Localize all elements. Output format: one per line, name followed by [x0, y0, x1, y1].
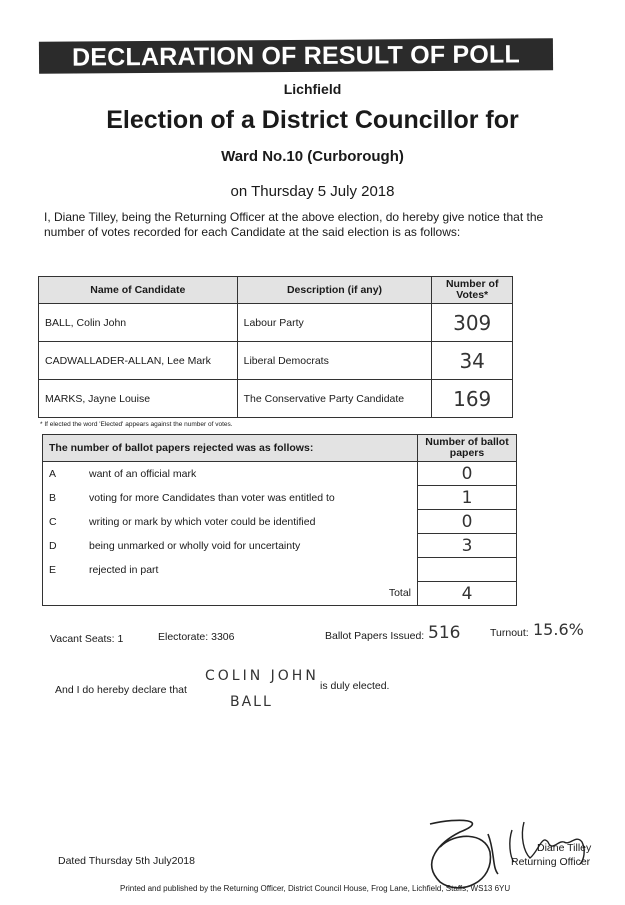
candidate-description: Liberal Democrats [237, 342, 432, 380]
row-reason: rejected in part [89, 558, 418, 582]
intro-paragraph: I, Diane Tilley, being the Returning Officer at the above election, do hereby give notice that the number of votes recorded for each Candidate at the said election is as follows: [44, 210, 544, 239]
candidate-votes: 169 [432, 380, 513, 418]
document-banner: DECLARATION OF RESULT OF POLL [39, 38, 553, 74]
table-row [43, 462, 517, 486]
table-row [43, 534, 517, 558]
electorate: Electorate: 3306 [158, 631, 235, 643]
declaration-prefix: And I do hereby declare that [55, 684, 187, 696]
elected-name-line1: COLIN JOHN [205, 668, 319, 684]
row-reason: want of an official mark [89, 462, 418, 486]
row-count: 1 [418, 486, 517, 510]
dated-line: Dated Thursday 5th July2018 [58, 855, 195, 867]
ballot-papers-value: 516 [428, 623, 461, 643]
candidates-table [38, 276, 513, 418]
rejected-header: The number of ballot papers rejected was as follows: [43, 435, 418, 462]
row-count [418, 558, 517, 582]
column-header: Name of Candidate [39, 277, 238, 304]
election-title: Election of a District Councillor for [106, 106, 519, 134]
row-count: 3 [418, 534, 517, 558]
table-header-row [43, 435, 517, 462]
candidate-name: CADWALLADER-ALLAN, Lee Mark [39, 342, 238, 380]
row-letter: B [43, 486, 90, 510]
row-letter: D [43, 534, 90, 558]
total-count: 4 [418, 582, 517, 606]
total-label: Total [43, 582, 418, 606]
candidate-votes: 34 [432, 342, 513, 380]
ward-name: Ward No.10 (Curborough) [221, 148, 404, 165]
signatory-name: Diane Tilley [537, 842, 592, 854]
candidate-description: Labour Party [237, 304, 432, 342]
row-reason: writing or mark by which voter could be identified [89, 510, 418, 534]
declaration-suffix: is duly elected. [320, 680, 390, 692]
turnout-value: 15.6% [533, 620, 584, 639]
candidate-votes: 309 [432, 304, 513, 342]
candidate-name: MARKS, Jayne Louise [39, 380, 238, 418]
table-header-row [39, 277, 513, 304]
table-row [43, 558, 517, 582]
votes-footnote: * If elected the word 'Elected' appears against the number of votes. [40, 421, 233, 428]
row-letter: A [43, 462, 90, 486]
poll-date: on Thursday 5 July 2018 [230, 183, 395, 200]
candidate-description: The Conservative Party Candidate [237, 380, 432, 418]
table-row [43, 486, 517, 510]
turnout-label: Turnout: [490, 627, 529, 639]
table-row [43, 510, 517, 534]
row-count: 0 [418, 462, 517, 486]
column-header: Number of Votes* [432, 277, 513, 304]
row-letter: C [43, 510, 90, 534]
column-header: Description (if any) [237, 277, 432, 304]
count-header: Number of ballot papers [418, 435, 517, 462]
vacant-seats: Vacant Seats: 1 [50, 633, 124, 645]
table-row [39, 380, 513, 418]
printed-by: Printed and published by the Returning Officer, District Council House, Frog Lane, Lichfield, Staffs, WS13 6YU [120, 884, 511, 893]
table-row [39, 304, 513, 342]
rejected-ballots-table [42, 434, 517, 606]
signatory-title: Returning Officer [511, 856, 591, 868]
total-row [43, 582, 517, 606]
elected-name-line2: BALL [230, 694, 273, 710]
candidate-name: BALL, Colin John [39, 304, 238, 342]
table-row [39, 342, 513, 380]
council-name: Lichfield [283, 81, 342, 97]
row-reason: being unmarked or wholly void for uncertainty [89, 534, 418, 558]
ballot-papers-label: Ballot Papers Issued: [325, 630, 425, 642]
row-reason: voting for more Candidates than voter was entitled to [89, 486, 418, 510]
row-letter: E [43, 558, 90, 582]
row-count: 0 [418, 510, 517, 534]
